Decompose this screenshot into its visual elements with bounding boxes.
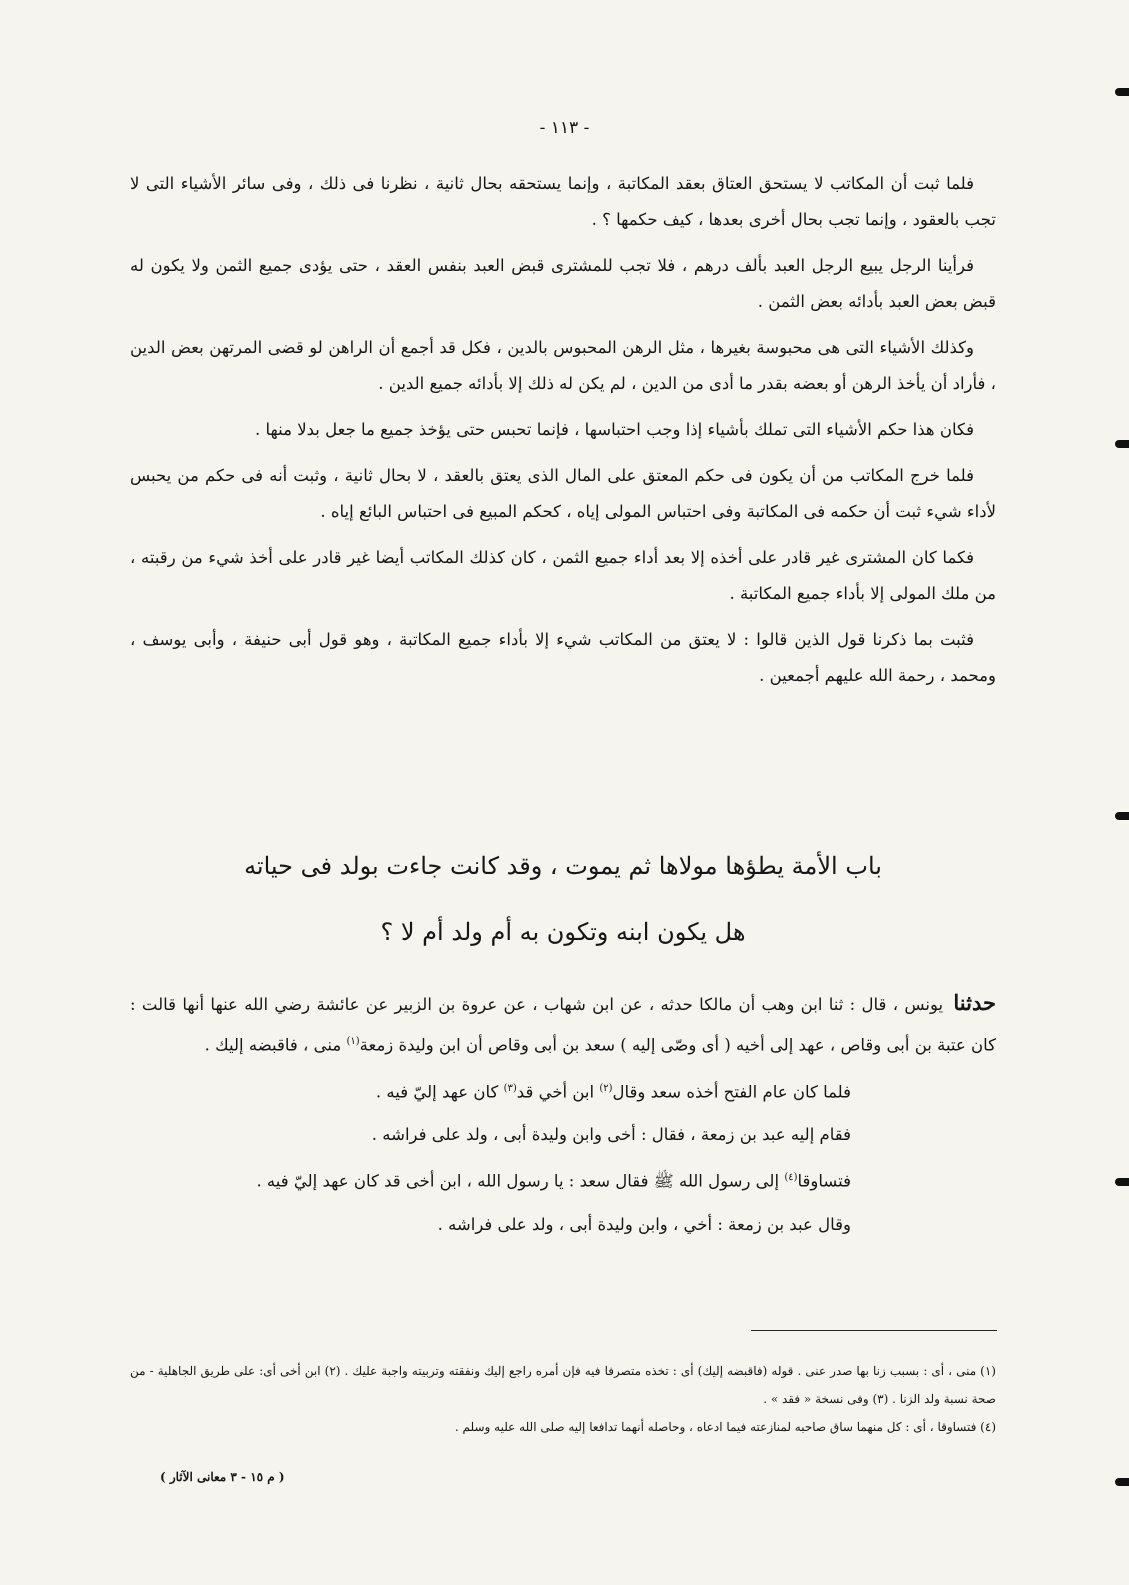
paragraph: فرأينا الرجل يبيع الرجل العبد بألف درهم ، فلا تجب للمشترى قبض العبد بنفس العقد ، حتى يؤدى جميع الثمن ولا يكون له قبض بعض العبد بأدائه بعض الثمن .	[130, 256, 996, 311]
margin-mark	[1115, 812, 1129, 820]
chapter-heading-line-2: هل يكون ابنه وتكون به أم ولد أم لا ؟	[380, 918, 746, 946]
paragraph: وكذلك الأشياء التى هى محبوسة بغيرها ، مثل الرهن المحبوس بالدين ، فكل قد أجمع أن الراهن لو قضى المرتهن بعض الدين ، فأراد أن يأخذ الرهن أو بعضه بقدر ما أدى من الدين ، لم يكن له ذلك إلا بأدائه جميع الدين .	[130, 338, 996, 393]
footnote: (١) منى ، أى : بسبب زنا بها صدر عنى . قوله (فاقبضه إليك) أى : تخذه متصرفا فيه فإن أمره راجع إليك ونفقته وتربيته واجبة عليك . (٢) ابن أخى أى: على طريق الجاهلية - من صحة نسبة ولد الزنا . (٣) وفى نسخة « فقد » .	[130, 1364, 996, 1406]
margin-mark	[1115, 440, 1129, 448]
footnote-ref: (١)	[346, 1036, 360, 1047]
hadith-line-text: إلى رسول الله ﷺ فقال سعد : يا رسول الله ، ابن أخى قد كان عهد إليّ فيه .	[256, 1171, 780, 1191]
hadith-line-text: فتساوقا	[797, 1171, 851, 1191]
footnote-ref: (٣)	[503, 1082, 517, 1094]
signature-mark: ( م ١٥ ‑ ٣ معانى الآثار )	[160, 1470, 285, 1484]
chapter-heading-line-1: باب الأمة يطؤها مولاها ثم يموت ، وقد كانت جاءت بولد فى حياته	[244, 852, 882, 880]
hadith-line: وقال عبد بن زمعة : أخي ، وابن وليدة أبى ، ولد على فراشه .	[437, 1214, 851, 1234]
page-number: - ١١٣ -	[539, 118, 590, 138]
hadith-opening-text: يونس ، قال : ثنا ابن وهب أن مالكا حدثه ، عن ابن شهاب ، عن عروة بن الزبير عن عائشة رضي الله عنها أنها قالت : كان عتبة بن أبى وقاص ، عهد إلى أخيه ( أى وصّى إليه ) سعد بن أبى وقاص أن ابن وليدة زمعة	[130, 995, 996, 1055]
paragraph: فلما خرج المكاتب من أن يكون فى حكم المعتق على المال الذى يعتق بالعقد ، لا بحال ثانية ، وثبت أنه فى حكم من يحبس لأداء شيء ثبت أن حكمه فى المكاتبة وفى احتباس المولى إياه ، كحكم المبيع فى احتباس البائع إياه .	[130, 466, 996, 521]
hadith-text	[130, 984, 996, 1249]
hadith-lead-word: حدثنا	[953, 990, 996, 1015]
hadith-line	[130, 1070, 996, 1111]
paragraph: فكان هذا حكم الأشياء التى تملك بأشياء إذا وجب احتباسها ، فإنما تحبس حتى يؤخذ جميع ما جعل بدلا منها .	[255, 420, 974, 439]
hadith-line: فقام إليه عبد بن زمعة ، فقال : أخى وابن وليدة أبى ، ولد على فراشه .	[371, 1125, 851, 1144]
margin-mark	[1115, 1178, 1129, 1186]
hadith-opening-tail: منى ، فاقبضه إليك .	[204, 1035, 342, 1055]
footnote-ref: (٤)	[784, 1172, 798, 1183]
paragraph: فكما كان المشترى غير قادر على أخذه إلا بعد أداء جميع الثمن ، كان كذلك المكاتب أيضا غير قادر على أخذ شيء من رقبته ، من ملك المولى إلا بأداء جميع المكاتبة .	[130, 548, 996, 603]
hadith-line-text: فلما كان عام الفتح أخذه سعد وقال	[612, 1082, 851, 1101]
margin-mark	[1115, 1478, 1129, 1486]
hadith-line	[130, 1159, 996, 1200]
paragraph: فلما ثبت أن المكاتب لا يستحق العتاق بعقد المكاتبة ، وإنما يستحقه بحال ثانية ، نظرنا فى ذلك ، وفى سائر الأشياء التى لا تجب بالعقود ، وإنما تجب بحال أخرى بعدها ، كيف حكمها ؟ .	[130, 174, 996, 229]
hadith-line-text: كان عهد إليّ فيه .	[375, 1082, 499, 1101]
footnote: (٤) فتساوقا ، أى : كل منهما ساق صاحبه لمنازعته فيما ادعاه ، وحاصله أنهما تدافعا إليه صلى الله عليه وسلم .	[454, 1420, 996, 1434]
footnote-ref: (٢)	[599, 1082, 613, 1094]
chapter-heading	[130, 833, 996, 965]
footnote-divider	[751, 1330, 997, 1331]
body-text	[130, 166, 996, 704]
hadith-line-text: ابن أخي قد	[516, 1082, 595, 1101]
paragraph: فثبت بما ذكرنا قول الذين قالوا : لا يعتق من المكاتب شيء إلا بأداء جميع المكاتبة ، وهو قول أبى حنيفة ، وأبى يوسف ، ومحمد ، رحمة الله عليهم أجمعين .	[130, 630, 996, 685]
hadith-opening	[130, 984, 996, 1064]
margin-mark	[1115, 88, 1129, 96]
footnotes	[130, 1357, 996, 1441]
